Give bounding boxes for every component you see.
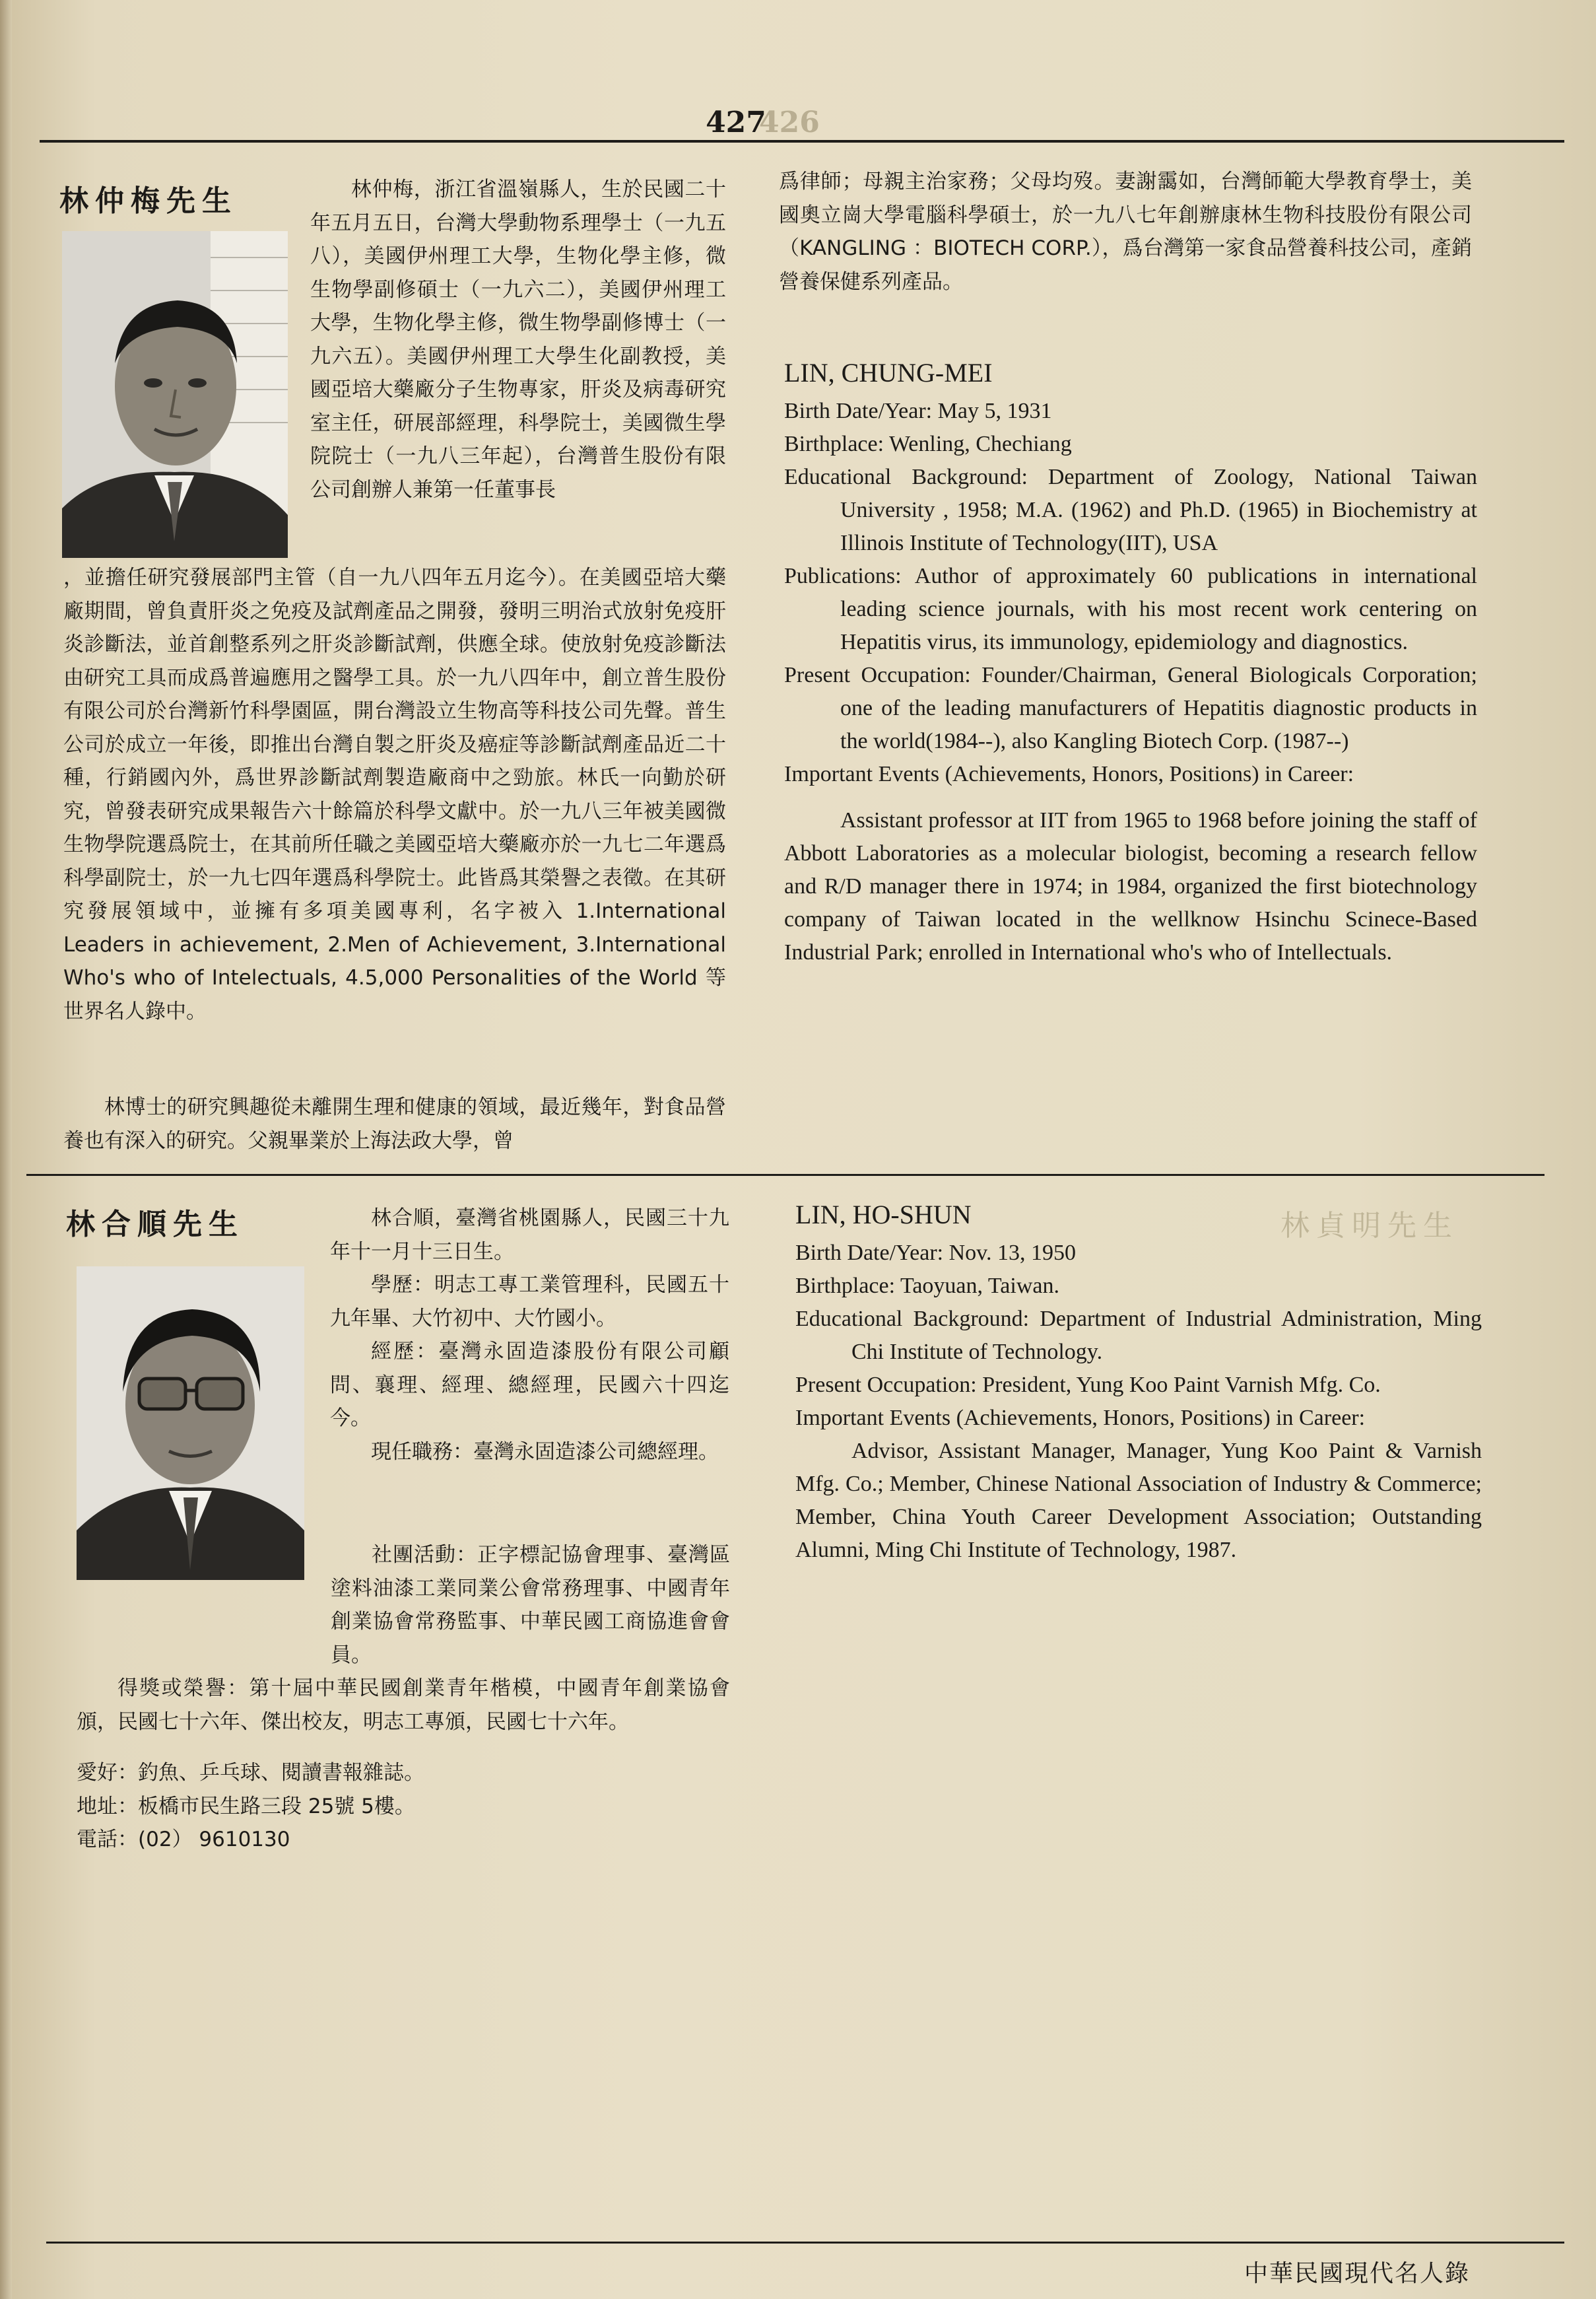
portrait-image [62, 231, 288, 558]
entry1-birth-date: Birth Date/Year: May 5, 1931 [784, 399, 1052, 423]
entry2-phone: 電話：(02） 9610130 [77, 1828, 290, 1851]
entry-divider [26, 1174, 1545, 1176]
entry1-chinese-name: 林仲梅先生 [59, 184, 238, 218]
entry1-birthplace: Birthplace: Wenling, Chechiang [784, 432, 1072, 456]
entry2-chinese-contact [77, 1756, 730, 1857]
entry2-events-heading: Important Events (Achievements, Honors, Positions) in Career: [795, 1406, 1366, 1430]
entry2-birthplace: Birthplace: Taoyuan, Taiwan. [795, 1274, 1059, 1298]
entry2-chinese-name: 林合順先生 [66, 1208, 244, 1241]
entry2-chinese-position: 現任職務：臺灣永固造漆公司總經理。 [371, 1439, 719, 1464]
entry1-chinese-text-top [310, 173, 726, 559]
entry2-hobbies: 愛好：釣魚、乒乓球、閱讀書報雜誌。 [77, 1761, 424, 1785]
entry1-events-body: Assistant professor at IIT from 1965 to 1968 before joining the staff of Abbott Laboratories as a molecular biologist, becoming a research fellow and R/D manager there in 1974; in 1984, organized the first biotechnology company of Taiwan located in the wellknow Hsinchu Scinece-Based Industrial Park; enrolled in International who's who of Intellectuals. [784, 808, 1477, 965]
entry1-chinese-text-right: 爲律師；母親主治家務；父母均歿。妻謝靄如，台灣師範大學教育學士，美國奧立崗大學電腦科學碩士，於一九八七年創辦康林生物科技股份有限公司（KANGLING ：BIOTECH CORP.），爲台灣第一家食品營養科技公司，產銷營養保健系列產品。 [779, 170, 1472, 294]
ghost-page-number: 426 [759, 106, 820, 139]
entry1-occupation: Present Occupation: Founder/Chairman, General Biologicals Corporation; one of the leading manufacturers of Hepatitis diagnostic products in the world(1984--), also Kangling Biotech Corp. (1987--) [784, 663, 1477, 753]
entry2-birth-date: Birth Date/Year: Nov. 13, 1950 [795, 1241, 1076, 1265]
entry1-english-name: LIN, CHUNG-MEI [784, 358, 993, 388]
page-number: 427 [706, 106, 766, 139]
entry1-chinese-paragraph-1: 林仲梅，浙江省溫嶺縣人，生於民國二十年五月五日，台灣大學動物系理學士（一九五八），美國伊州理工大學，生物化學主修，微生物學副修碩士（一九六二），美國伊州理工大學，生物化學主修，微生物學副修博士（一九六五）。美國伊州理工大學生化副教授，美國亞培大藥廠分子生物專家，肝炎及病毒研究室主任，研展部經理，科學院士，美國微生學院院士（一九八三年起），台灣普生股份有限公司創辦人兼第一任董事長 [310, 178, 726, 502]
entry2-address: 地址：板橋市民生路三段 25號 5樓。 [77, 1794, 415, 1818]
entry2-events-body: Advisor, Assistant Manager, Manager, Yung Koo Paint & Varnish Mfg. Co.; Member, Chinese National Association of Industry & Commerce; Member, China Youth Career Development Association; Outstanding Alumni, Ming Chi Institute of Technology, 1987. [795, 1439, 1482, 1562]
entry2-education: Educational Background: Department of Industrial Administration, Ming Chi Institute of Technology. [795, 1307, 1482, 1364]
entry2-chinese-honors: 得獎或榮譽：第十屆中華民國創業青年楷模，中國青年創業協會頒，民國七十六年、傑出校友，明志工專頒，民國七十六年。 [77, 1676, 730, 1734]
entry1-publications: Publications: Author of approximately 60 publications in international leading science journals, with his most recent work centering on Hepatitis virus, its immunology, epidemiology and diagnostics. [784, 564, 1477, 654]
entry2-chinese-education: 學歷：明志工專工業管理科，民國五十九年畢、大竹初中、大竹國小。 [330, 1273, 729, 1330]
entry1-events-heading: Important Events (Achievements, Honors, Positions) in Career: [784, 762, 1354, 786]
footer-title: 中華民國現代名人錄 [1244, 2260, 1471, 2287]
entry2-chinese-experience: 經歷：臺灣永固造漆股份有限公司顧問、襄理、經理、總經理，民國六十四迄今。 [330, 1340, 729, 1430]
entry1-education: Educational Background: Department of Zoology, National Taiwan University , 1958; M.A. (1962) and Ph.D. (1965) in Biochemistry at Illinois Institute of Technology(IIT), USA [784, 465, 1477, 555]
entry1-english-block [784, 357, 1477, 969]
header-rule [40, 140, 1564, 143]
entry2-english-name: LIN, HO-SHUN [795, 1200, 972, 1229]
entry2-chinese-text-top [330, 1202, 729, 1571]
portrait-photo-lin-chung-mei [62, 231, 288, 558]
portrait-image-2 [77, 1266, 304, 1580]
book-spine [0, 0, 12, 2299]
entry2-chinese-text-bottom [77, 1538, 730, 1773]
footer-rule [46, 2242, 1564, 2244]
bleed-through-name: 林貞明先生 [1280, 1209, 1459, 1243]
entry1-chinese-text-wrap: ，並擔任研究發展部門主管（自一九八四年五月迄今）。在美國亞培大藥廠期間，曾負責肝炎之免疫及試劑產品之開發，發明三明治式放射免疫肝炎診斷法，並首創整系列之肝炎診斷試劑，供應全球。使放射免疫診斷法由研究工具而成爲普遍應用之醫學工具。於一九八四年中，創立普生股份有限公司於台灣新竹科學園區，開台灣設立生物高等科技公司先聲。普生公司於成立一年後，即推出台灣自製之肝炎及癌症等診斷試劑產品近二十種，行銷國內外，爲世界診斷試劑製造廠商中之勁旅。林氏一向勤於研究，曾發表研究成果報告六十餘篇於科學文獻中。於一九八三年被美國微生物學院選爲院士，在其前所任職之美國亞培大藥廠亦於一九七二年選爲科學副院士，於一九七四年選爲科學院士。此皆爲其榮譽之表徵。在其研究發展領域中，並擁有多項美國專利，名字被入 1.International Leaders in achievement, 2.Men of Achievement, 3.International Who's who of Intelectuals, 4.5,000 Personalities of the World 等世界名人錄中。 [63, 566, 726, 1023]
entry1-chinese-paragraph-2: 林博士的研究興趣從未離開生理和健康的領域，最近幾年，對食品營養也有深入的研究。父親畢業於上海法政大學，曾 [63, 1095, 726, 1153]
entry2-english-block [795, 1198, 1482, 1567]
entry2-chinese-intro: 林合順，臺灣省桃園縣人，民國三十九年十一月十三日生。 [330, 1206, 729, 1264]
entry1-chinese-text-2 [63, 1091, 726, 1158]
entry2-occupation: Present Occupation: President, Yung Koo Paint Varnish Mfg. Co. [795, 1373, 1381, 1397]
entry2-chinese-activities: 社團活動：正字標記協會理事、臺灣區塗料油漆工業同業公會常務理事、中國青年創業協會常務監事、中華民國工商協進會會員。 [331, 1543, 730, 1667]
portrait-photo-lin-ho-shun [77, 1266, 304, 1580]
